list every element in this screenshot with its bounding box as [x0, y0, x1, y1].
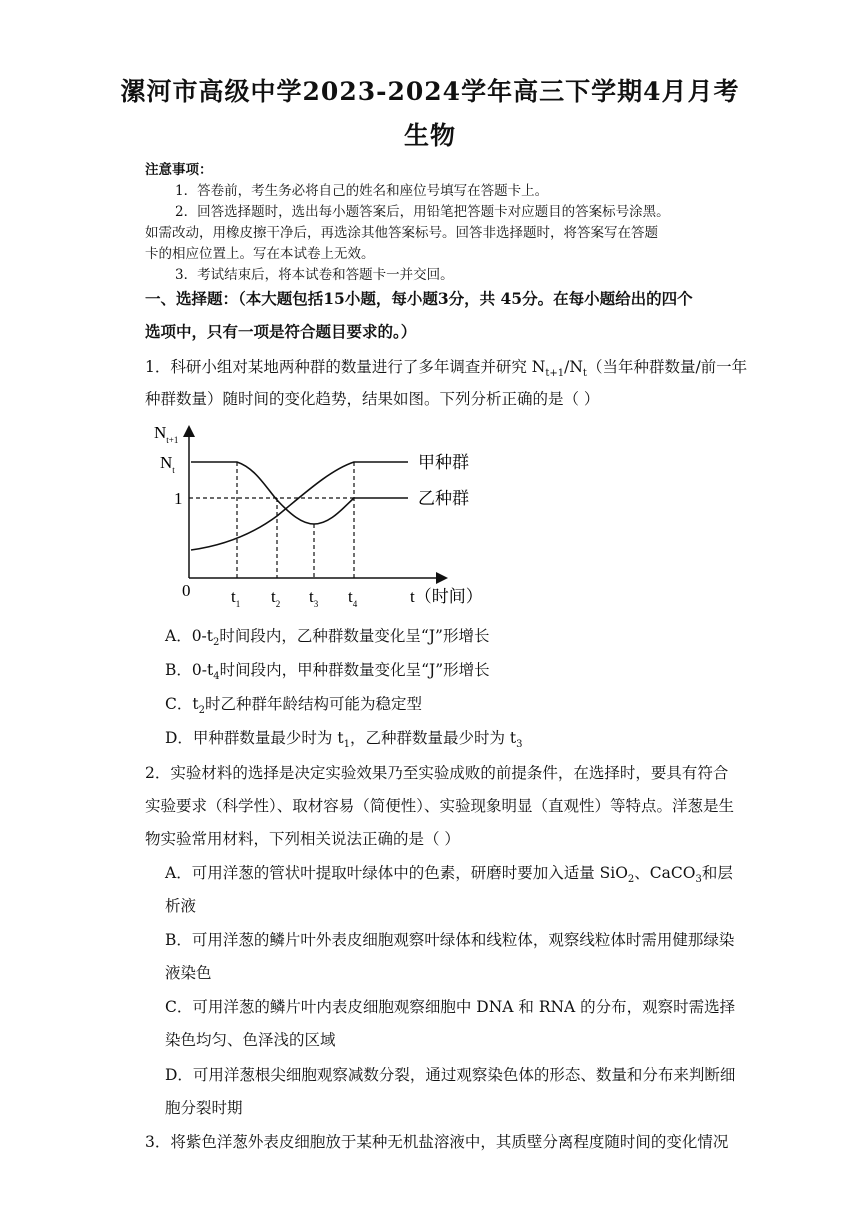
q2-option-b-line-2: 液染色	[165, 964, 212, 982]
y-axis-label-top: $N_{t+1}$	[154, 423, 179, 445]
notice-line-2c: 卡的相应位置上。写在本试卷上无效。	[145, 246, 375, 262]
x-tick-t1: $t_1$	[231, 587, 241, 609]
x-tick-t4: $t_4$	[348, 587, 358, 609]
q2-stem-line-1: 2．实验材料的选择是决定实验效果乃至实验成败的前提条件，在选择时，要具有符合	[145, 764, 729, 782]
q3-stem-line-1: 3．将紫色洋葱外表皮细胞放于某种无机盐溶液中，其质壁分离程度随时间的变化情况	[145, 1133, 729, 1151]
q2-option-a-line-1: A．可用洋葱的管状叶提取叶绿体中的色素，研磨时要加入适量 SiO$_2$、CaCO$_3$和层	[165, 864, 733, 886]
q2-option-d-line-2: 胞分裂时期	[165, 1099, 243, 1117]
q2-option-b-line-1: B．可用洋葱的鳞片叶外表皮细胞观察叶绿体和线粒体，观察线粒体时需用健那绿染	[165, 931, 735, 949]
q2-option-a-line-2: 析液	[165, 897, 197, 915]
q1-chart	[140, 418, 520, 618]
q2-stem-line-3: 物实验常用材料，下列相关说法正确的是（ ）	[145, 830, 460, 848]
y-axis-label-bottom: $N_t$	[160, 453, 175, 475]
x-axis-label: t（时间）	[410, 587, 483, 606]
notice-line-1: 1．答卷前，考生务必将自己的姓名和座位号填写在答题卡上。	[175, 183, 549, 199]
series-label-yi: 乙种群	[418, 489, 469, 508]
q2-option-c-line-2: 染色均匀、色泽浅的区域	[165, 1031, 336, 1049]
notice-heading: 注意事项：	[145, 162, 213, 178]
q2-option-c-line-1: C．可用洋葱的鳞片叶内表皮细胞观察细胞中 DNA 和 RNA 的分布，观察时需选择	[165, 998, 736, 1016]
notice-line-2a: 2．回答选择题时，选出每小题答案后，用铅笔把答题卡对应题目的答案标号涂黑。	[175, 204, 670, 220]
q1-stem-line-1: 1．科研小组对某地两种群的数量进行了多年调查并研究 $N_{t+1}/N_t$（当年种群数量/前一年	[145, 358, 748, 380]
x-tick-t2: $t_2$	[271, 587, 281, 609]
q2-option-d-line-1: D．可用洋葱根尖细胞观察减数分裂，通过观察染色体的形态、数量和分布来判断细	[165, 1066, 736, 1084]
y-tick-label-1: 1	[174, 489, 183, 508]
subject-title: 生物	[403, 121, 456, 150]
notice-line-2b: 如需改动，用橡皮擦干净后，再选涂其他答案标号。回答非选择题时，将答案写在答题	[145, 225, 658, 241]
section-heading-b: 选项中，只有一项是符合题目要求的。）	[145, 322, 417, 341]
x-tick-t3: $t_3$	[309, 587, 319, 609]
origin-label: 0	[182, 581, 191, 600]
section-heading-a: 一、选择题：（本大题包括15小题，每小题3分，共 45分。在每小题给出的四个	[145, 289, 693, 308]
q2-stem-line-2: 实验要求（科学性）、取材容易（简便性）、实验现象明显（直观性）等特点。洋葱是生	[145, 797, 735, 815]
series-jia-line	[191, 462, 408, 550]
q1-option-a: A．$0-t_2$时间段内，乙种群数量变化呈“J”形增长	[165, 627, 490, 649]
q1-option-c: C．$t_2$时乙种群年龄结构可能为稳定型	[165, 695, 422, 717]
q1-stem-line-2: 种群数量）随时间的变化趋势，结果如图。下列分析正确的是（ ）	[145, 390, 600, 408]
page-title: 漯河市高级中学2023-2024学年高三下学期4月月考	[120, 77, 740, 106]
notice-line-3: 3．考试结束后，将本试卷和答题卡一并交回。	[175, 267, 454, 283]
q1-option-d: D．甲种群数量最少时为 $t_1$，乙种群数量最少时为 $t_3$	[165, 729, 523, 751]
series-label-jia: 甲种群	[418, 453, 469, 472]
q1-option-b: B．$0-t_4$时间段内，甲种群数量变化呈“J”形增长	[165, 661, 490, 683]
series-yi-line	[191, 462, 408, 524]
